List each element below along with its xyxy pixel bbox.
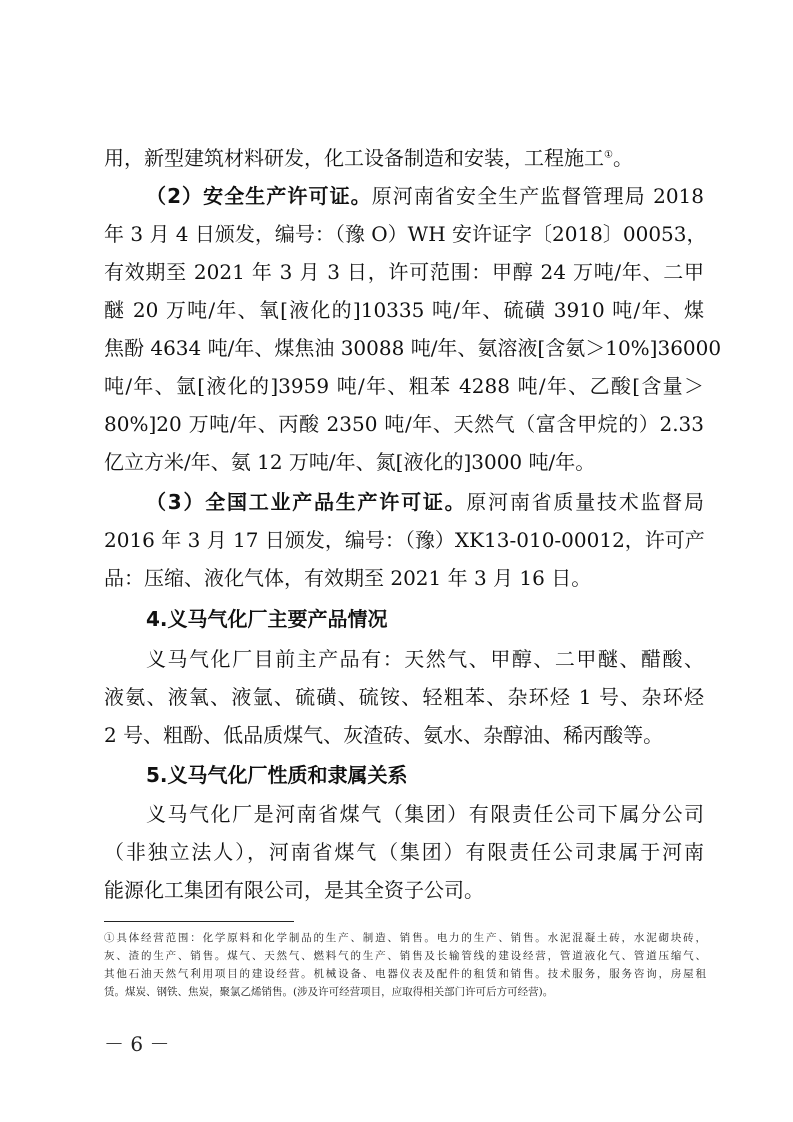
footnote-line: 灰、渣的生产、销售。煤气、天然气、燃料气的生产、销售及长输管线的建设经营，管道液化气、管道压缩气、 xyxy=(104,950,706,962)
section-label: （2）安全生产许可证。 xyxy=(146,184,372,208)
footnote-line: 赁。煤炭、钢铁、焦炭，聚氯乙烯销售。(涉及许可经营项目，应取得相关部门许可后方可经营)。 xyxy=(104,986,554,998)
body-line: 义马气化厂是河南省煤气（集团）有限责任公司下属分公司 xyxy=(146,802,704,826)
body-line: 醚 20 万吨/年、氧[液化的]10335 吨/年、硫磺 3910 吨/年、煤 xyxy=(104,298,704,322)
body-line: 能源化工集团有限公司，是其全资子公司。 xyxy=(104,878,484,902)
body-line: 80%]20 万吨/年、丙酸 2350 吨/年、天然气（富含甲烷的）2.33 xyxy=(104,412,704,436)
section-label: （3）全国工业产品生产许可证。 xyxy=(146,490,467,514)
body-line: 义马气化厂目前主产品有：天然气、甲醇、二甲醚、醋酸、 xyxy=(146,647,704,671)
text-run: 原河南省安全生产监督管理局 2018 xyxy=(371,184,704,208)
body-line: 2016 年 3 月 17 日颁发，编号：（豫）XK13-010-00012，许可产 xyxy=(104,528,705,552)
body-line: 2 号、粗酚、低品质煤气、灰渣砖、氨水、杂醇油、稀丙酸等。 xyxy=(104,723,664,747)
text-run: 。 xyxy=(612,146,633,170)
body-line: 焦酚 4634 吨/年、煤焦油 30088 吨/年、氨溶液[含氨＞10%]36000 xyxy=(104,336,722,360)
footnote-reference[interactable]: ① xyxy=(604,149,613,161)
body-line: 液氨、液氧、液氩、硫磺、硫铵、轻粗苯、杂环烃 1 号、杂环烃 xyxy=(104,685,704,709)
body-line xyxy=(104,145,704,171)
body-line: 有效期至 2021 年 3 月 3 日，许可范围：甲醇 24 万吨/年、二甲 xyxy=(104,260,704,284)
footnote-line: 其他石油天然气利用项目的建设经营。机械设备、电器仪表及配件的租赁和销售。技术服务，服务咨询，房屋租 xyxy=(104,968,706,980)
body-line xyxy=(146,183,704,209)
text-run: 原河南省质量技术监督局 xyxy=(466,490,705,514)
section-heading: 4.义马气化厂主要产品情况 xyxy=(146,607,388,631)
body-line: 吨/年、氩[液化的]3959 吨/年、粗苯 4288 吨/年、乙酸[含量＞ xyxy=(104,374,704,398)
body-line: 品：压缩、液化气体，有效期至 2021 年 3 月 16 日。 xyxy=(104,566,592,590)
body-line: 亿立方米/年、氨 12 万吨/年、氮[液化的]3000 吨/年。 xyxy=(104,450,596,474)
footnote-line: ①具体经营范围：化学原料和化学制品的生产、制造、销售。电力的生产、销售。水泥混凝土砖，水泥砌块砖， xyxy=(104,932,706,944)
text-run: 用，新型建筑材料研发，化工设备制造和安装，工程施工 xyxy=(104,146,604,170)
body-line: 年 3 月 4 日颁发，编号：（豫 O）WH 安许证字〔2018〕00053， xyxy=(104,222,707,246)
body-line: （非独立法人），河南省煤气（集团）有限责任公司隶属于河南 xyxy=(104,840,704,864)
body-line xyxy=(146,489,704,515)
section-heading: 5.义马气化厂性质和隶属关系 xyxy=(146,763,408,787)
page-number: － 6 － xyxy=(104,1032,170,1056)
footnote-separator xyxy=(104,921,294,922)
